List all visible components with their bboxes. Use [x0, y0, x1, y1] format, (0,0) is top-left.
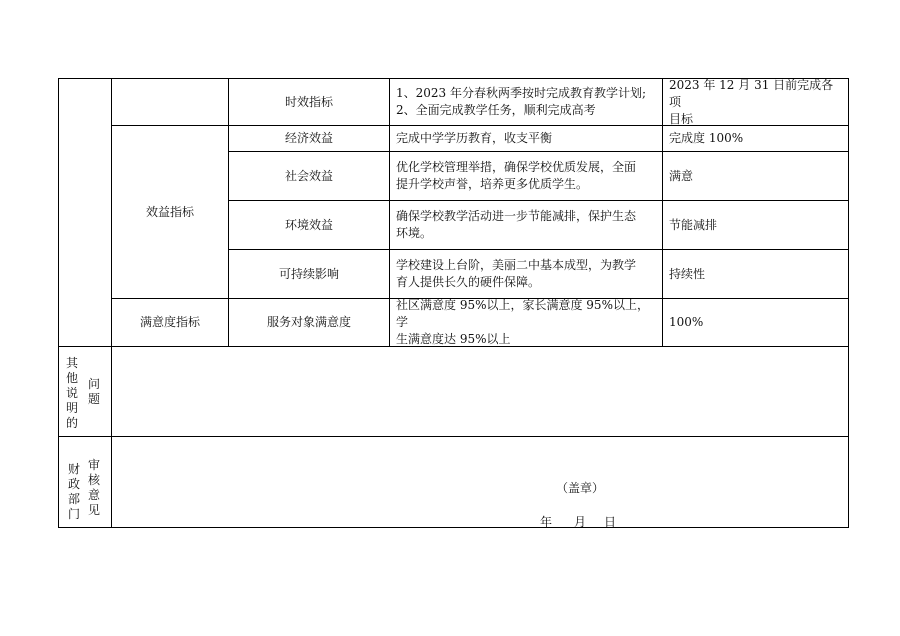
timeliness-content-line1: 1、2023 年分春秋两季按时完成教育教学计划; [396, 86, 647, 100]
social-content-line1: 优化学校管理举措，确保学校优质发展，全面 [396, 160, 637, 174]
social-label: 社会效益 [284, 168, 333, 183]
other-notes-char: 他 [65, 371, 78, 385]
timeliness-target-line2: 目标 [669, 111, 694, 126]
environment-content-line2: 环境。 [396, 226, 433, 240]
stamp-label: （盖章） [556, 481, 605, 495]
finance-review-char: 审 [87, 458, 100, 472]
sustainable-target: 持续性 [669, 266, 706, 281]
benefit-group-label: 效益指标 [145, 204, 194, 219]
other-notes-char: 问 [87, 377, 100, 391]
finance-review-char: 核 [87, 473, 100, 487]
other-notes-char: 说 [65, 386, 78, 400]
satisfaction-group-label: 满意度指标 [139, 315, 200, 329]
finance-review-char: 部 [67, 492, 80, 506]
finance-review-char: 财 [67, 462, 80, 476]
finance-review-content [112, 437, 848, 527]
finance-review-char: 意 [87, 488, 100, 502]
timeliness-label: 时效指标 [284, 94, 333, 109]
sustainable-label: 可持续影响 [278, 266, 339, 281]
environment-content-line1: 确保学校教学活动进一步节能减排，保护生态 [396, 209, 637, 223]
table-border-right [848, 78, 849, 528]
satisfaction-content-line2: 生满意度达 95%以上 [396, 332, 511, 346]
sustainable-content-line1: 学校建设上台阶，美丽二中基本成型，为教学 [396, 258, 637, 272]
timeliness-content-line2: 2、全面完成教学任务，顺利完成高考 [396, 103, 596, 117]
timeliness-target [663, 79, 848, 125]
satisfaction-content-line1: 社区满意度 95%以上，家长满意度 95%以上，学 [396, 298, 649, 329]
social-content [390, 152, 662, 200]
finance-review-char: 政 [67, 477, 80, 491]
timeliness-content [390, 79, 662, 125]
economic-target: 完成度 100% [669, 131, 744, 145]
table-border-left [58, 78, 59, 528]
sustainable-content [390, 250, 662, 298]
environment-content [390, 201, 662, 249]
other-notes-content [112, 347, 848, 436]
date-month-label: 月 [574, 515, 587, 529]
environment-label: 环境效益 [284, 217, 333, 232]
economic-content: 完成中学学历教育，收支平衡 [396, 131, 553, 145]
other-notes-char: 其 [65, 356, 78, 370]
other-notes-char: 题 [87, 392, 100, 406]
finance-review-char: 门 [67, 507, 80, 521]
satisfaction-label: 服务对象满意度 [266, 315, 351, 329]
other-notes-char: 的 [65, 416, 78, 430]
table-border-bottom [58, 527, 849, 528]
social-target: 满意 [669, 168, 694, 183]
other-notes-char: 明 [65, 401, 78, 415]
timeliness-target-line1: 2023 年 12 月 31 日前完成各项 [669, 77, 834, 109]
sustainable-content-line2: 育人提供长久的硬件保障。 [396, 275, 541, 289]
date-day-label: 日 [604, 515, 617, 529]
finance-review-char: 见 [87, 503, 100, 517]
environment-target: 节能减排 [669, 217, 718, 232]
social-content-line2: 提升学校声誉，培养更多优质学生。 [396, 177, 589, 191]
satisfaction-target: 100% [669, 315, 704, 329]
date-year-label: 年 [540, 515, 553, 529]
satisfaction-content [390, 299, 662, 346]
economic-label: 经济效益 [284, 131, 333, 145]
